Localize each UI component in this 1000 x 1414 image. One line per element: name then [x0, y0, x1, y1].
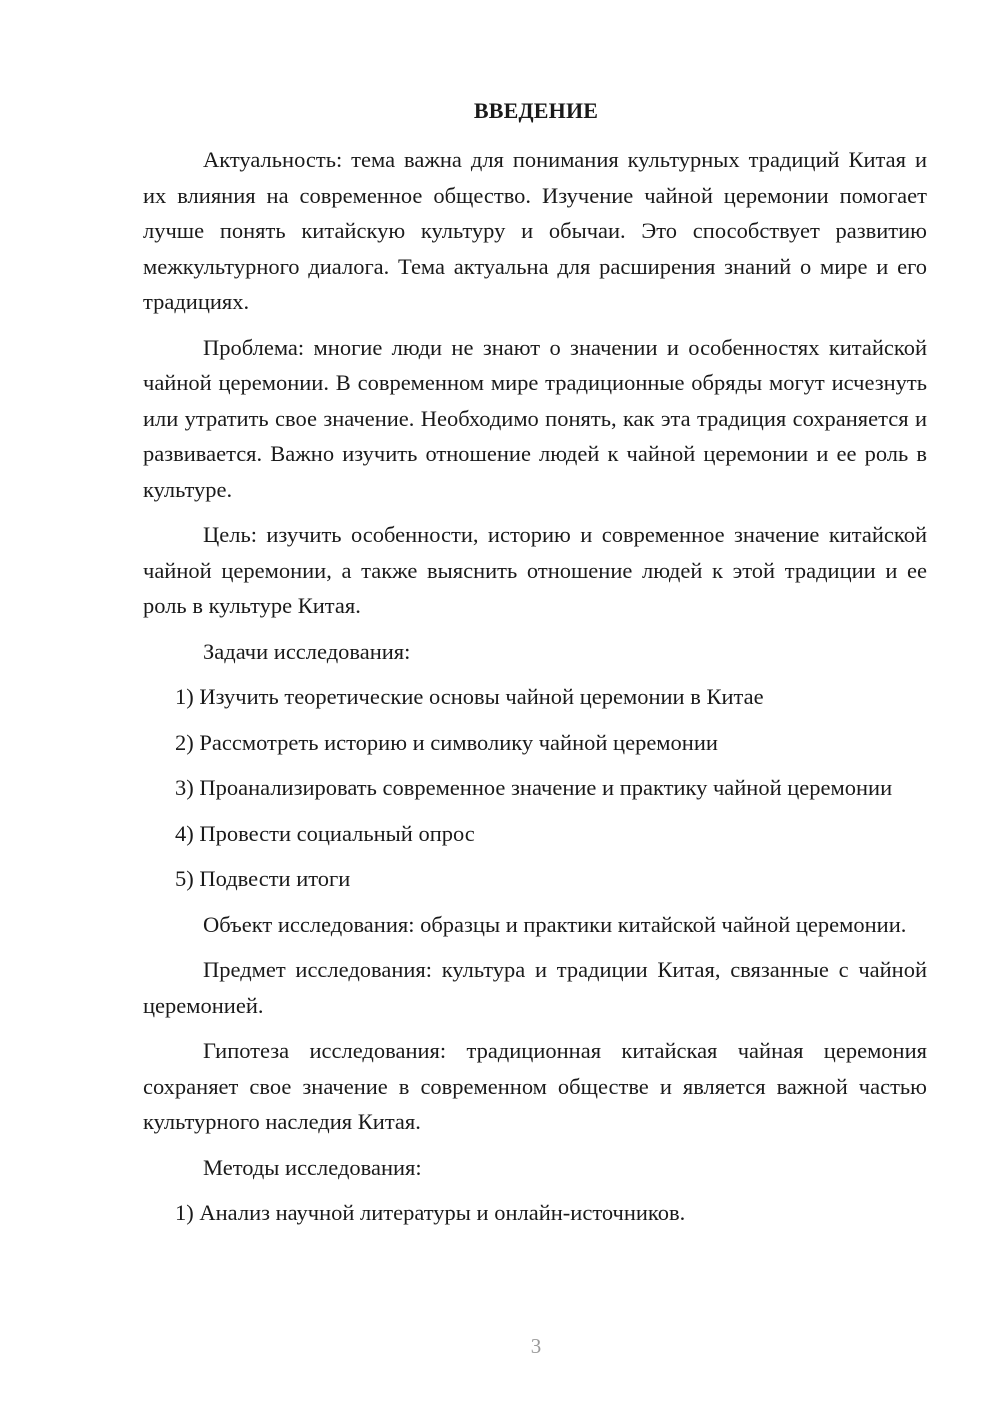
- task-item-2: 2) Рассмотреть историю и символику чайной церемонии: [175, 729, 718, 755]
- page-number: 3: [530, 1334, 542, 1358]
- goal-paragraph: Цель: изучить особенности, историю и современное значение китайской чайной церемонии, а также выяснить отношение людей к этой традиции и ее роль в культуре Китая.: [143, 522, 927, 618]
- hypothesis-paragraph: Гипотеза исследования: традиционная китайская чайная церемония сохраняет свое значение в современном обществе и является важной частью культурного наследия Китая.: [143, 1038, 927, 1134]
- methods-heading: Методы исследования:: [203, 1154, 422, 1180]
- method-item-1: 1) Анализ научной литературы и онлайн-источников.: [175, 1200, 686, 1225]
- task-item-5: 5) Подвести итоги: [175, 866, 351, 891]
- task-item-1: 1) Изучить теоретические основы чайной церемонии в Китае: [175, 684, 764, 709]
- problem-paragraph: Проблема: многие люди не знают о значении и особенностях китайской чайной церемонии. В современном мире традиционные обряды могут исчезнуть или утратить свое значение. Необходимо понять, как эта традиция сохраняется и развивается. Важно изучить отношение людей к чайной церемонии и ее роль в культуре.: [143, 334, 927, 502]
- task-item-3: 3) Проанализировать современное значение и практику чайной церемонии: [175, 775, 893, 800]
- object-paragraph: Объект исследования: образцы и практики китайской чайной церемонии.: [203, 911, 907, 937]
- tasks-heading: Задачи исследования:: [203, 638, 411, 664]
- section-heading: ВВЕДЕНИЕ: [473, 98, 599, 123]
- relevance-paragraph: Актуальность: тема важна для понимания культурных традиций Китая и их влияния на современное общество. Изучение чайной церемонии помогает лучше понять китайскую культуру и обычаи. Это способствует развитию межкультурного диалога. Тема актуальна для расширения знаний о мире и его традициях.: [143, 147, 927, 314]
- subject-paragraph: Предмет исследования: культура и традиции Китая, связанные с чайной церемонией.: [143, 957, 927, 1018]
- document-body: [143, 142, 927, 1231]
- task-item-4: 4) Провести социальный опрос: [175, 820, 475, 846]
